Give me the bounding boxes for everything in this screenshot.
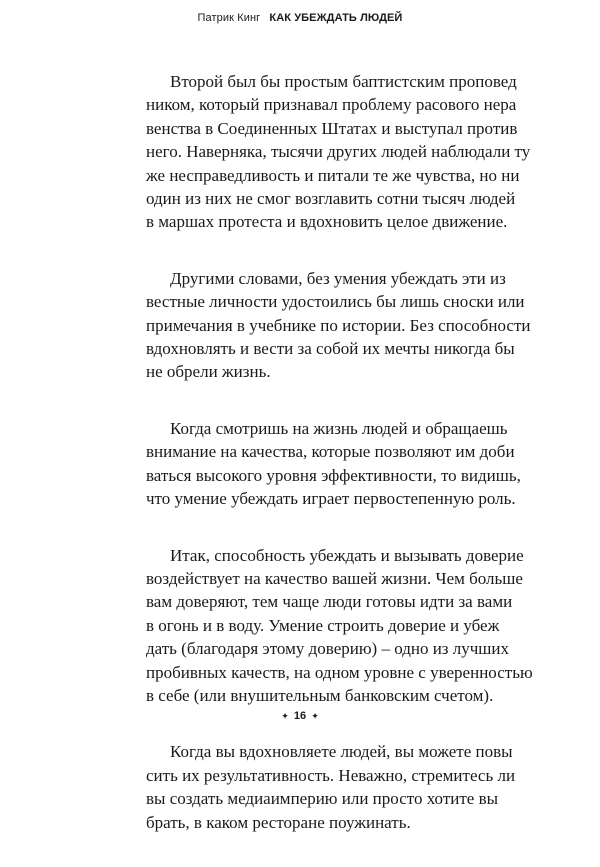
- text-line: брать, в каком ресторане поужинать.: [146, 812, 411, 832]
- paragraph: [146, 740, 516, 834]
- header-author: Патрик Кинг: [197, 12, 261, 24]
- page-footer: [0, 710, 600, 722]
- text-line: пробивных качеств, на одном уровне с уверенностью: [146, 662, 533, 682]
- text-line: в маршах протеста и вдохновить целое движение.: [146, 212, 508, 232]
- text-line: что умение убеждать играет первостепенную роль.: [146, 489, 516, 509]
- text-line: вдохновлять и вести за собой их мечты никогда бы: [146, 339, 515, 359]
- text-line: в себе (или внушительным банковским счетом).: [146, 685, 494, 705]
- text-line: один из них не смог возглавить сотни тысяч людей: [146, 189, 516, 209]
- text-line: ником, который признавал проблему расового нера: [146, 95, 517, 115]
- left-ornament-icon: ✦: [281, 711, 289, 721]
- text-line: Другими словами, без умения убеждать эти из: [170, 268, 506, 288]
- running-header: [0, 12, 600, 24]
- text-line: Второй был бы простым баптистским проповед: [170, 72, 517, 91]
- paragraph: [146, 70, 531, 234]
- text-line: вам доверяют, тем чаще люди готовы идти за вами: [146, 592, 513, 612]
- header-book-title: КАК УБЕЖДАТЬ ЛЮДЕЙ: [269, 12, 403, 24]
- paragraph: [146, 417, 521, 511]
- text-line: венства в Соединенных Штатах и выступал против: [146, 118, 518, 138]
- text-line: воздействует на качество вашей жизни. Чем больше: [146, 568, 523, 588]
- text-line: примечания в учебнике по истории. Без способности: [146, 315, 531, 335]
- paragraph: [146, 544, 533, 708]
- text-line: ваться высокого уровня эффективности, то видишь,: [146, 465, 521, 485]
- text-line: внимание на качества, которые позволяют им доби: [146, 442, 515, 462]
- text-line: него. Наверняка, тысячи других людей наблюдали ту: [146, 142, 531, 162]
- page-body: [146, 70, 533, 867]
- page-number: 16: [293, 710, 307, 722]
- text-line: в огонь и в воду. Умение строить доверие и убеж: [146, 615, 500, 635]
- text-line: вы создать медиаимперию или просто хотите вы: [146, 789, 499, 809]
- text-line: Когда вы вдохновляете людей, вы можете повы: [170, 742, 513, 762]
- right-ornament-icon: ✦: [311, 711, 319, 721]
- paragraph: [146, 267, 531, 384]
- text-line: Итак, способность убеждать и вызывать доверие: [170, 545, 524, 565]
- text-line: же несправедливость и питали те же чувства, но ни: [146, 165, 520, 185]
- text-line: дать (благодаря этому доверию) – одно из лучших: [146, 639, 509, 659]
- text-line: вестные личности удостоились бы лишь сноски или: [146, 292, 525, 312]
- text-line: не обрели жизнь.: [146, 362, 271, 382]
- text-line: Когда смотришь на жизнь людей и обращаешь: [170, 418, 508, 438]
- text-line: сить их результативность. Неважно, стремитесь ли: [146, 765, 516, 785]
